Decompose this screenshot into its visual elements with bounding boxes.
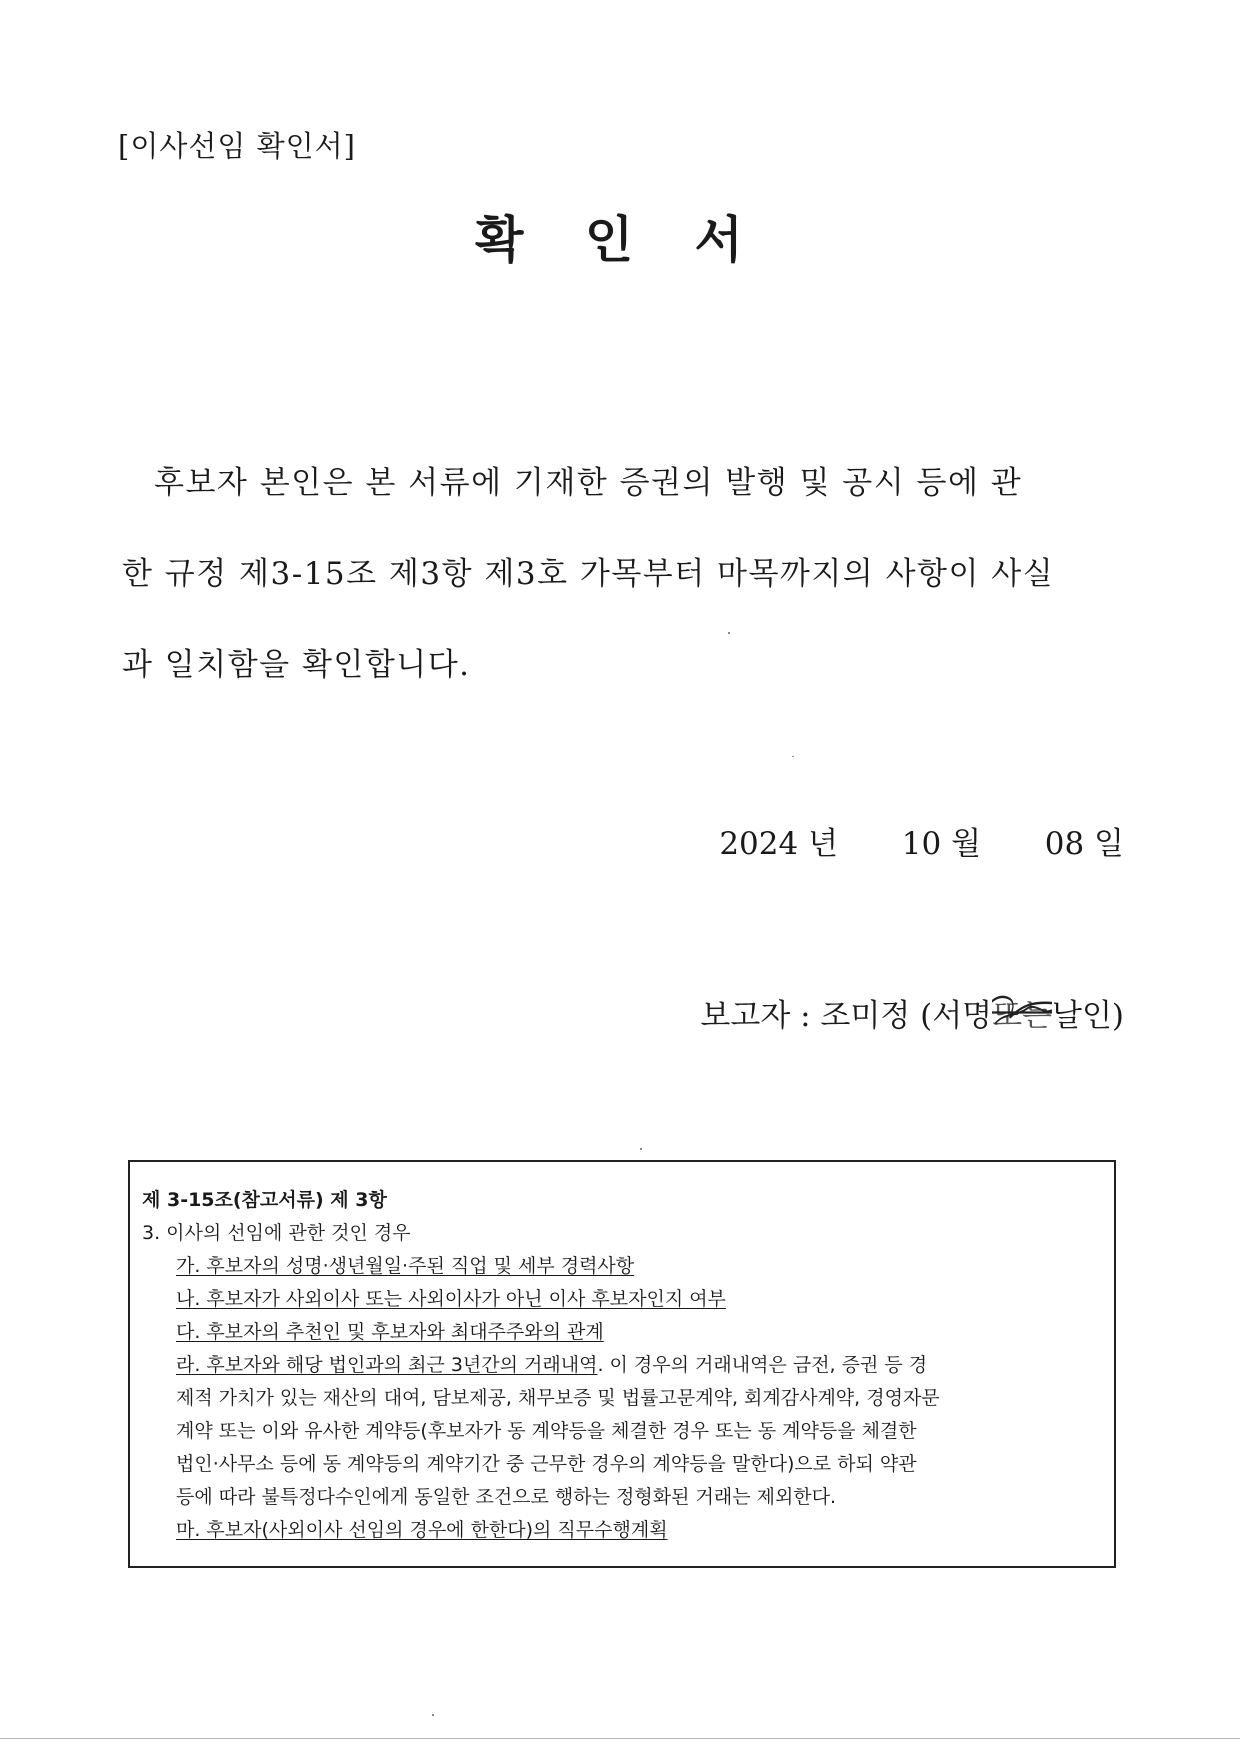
statement-line-2: 한 규정 제3-15조 제3항 제3호 가목부터 마목까지의 사항이 사실 xyxy=(122,556,1055,592)
reference-item-ma: 마. 후보자(사외이사 선임의 경우에 한한다)의 직무수행계획 xyxy=(176,1519,668,1541)
signature-line xyxy=(700,990,1124,1035)
reference-item-ra-rest: . 이 경우의 거래내역은 금전, 증권 등 경 xyxy=(597,1354,928,1376)
date-month-unit: 월 xyxy=(951,826,982,862)
document-label: [이사선임 확인서] xyxy=(118,129,356,163)
date-line xyxy=(719,818,1124,863)
date-day-unit: 일 xyxy=(1094,826,1124,862)
date-year-unit: 년 xyxy=(808,826,839,862)
signature-suffix: 날인) xyxy=(1052,998,1124,1034)
statement-line-1: 후보자 본인은 본 서류에 기재한 증권의 발행 및 공시 등에 관 xyxy=(154,465,1023,501)
scan-speck xyxy=(792,756,794,757)
reference-item-ra-cont-2: 계약 또는 이와 유사한 계약등(후보자가 동 계약등을 체결한 경우 또는 동 계약등을 체결한 xyxy=(176,1420,917,1442)
scan-speck xyxy=(728,632,730,634)
reference-item-da: 다. 후보자의 추천인 및 후보자와 최대주주와의 관계 xyxy=(176,1321,604,1343)
reference-box xyxy=(128,1160,1116,1568)
reference-heading: 제 3-15조(참고서류) 제 3항 xyxy=(142,1189,387,1211)
document-title: 확 인 서 xyxy=(475,211,765,269)
date-year: 2024 xyxy=(719,826,799,862)
date-day: 08 xyxy=(1044,826,1085,862)
scan-speck xyxy=(640,1148,642,1150)
reference-item-ra-cont-3: 법인·사무소 등에 동 계약등의 계약기간 중 근무한 경우의 계약등을 말한다)으로 하되 약관 xyxy=(176,1453,917,1475)
confirmation-statement xyxy=(122,438,1122,711)
reference-item-3: 3. 이사의 선임에 관한 것인 경우 xyxy=(142,1222,411,1244)
statement-line-3: 과 일치함을 확인합니다. xyxy=(122,647,471,683)
handwritten-signature xyxy=(992,990,1052,1035)
scan-speck xyxy=(432,1714,434,1716)
reference-item-na: 나. 후보자가 사외이사 또는 사외이사가 아닌 이사 후보자인지 여부 xyxy=(176,1288,726,1310)
signature-prefix: 보고자 : 조미정 (서명 xyxy=(700,998,993,1034)
reference-item-ga: 가. 후보자의 성명·생년월일·주된 직업 및 세부 경력사항 xyxy=(176,1255,635,1277)
signature-struck-text: 또는 xyxy=(992,998,1052,1034)
reference-item-ra-cont-4: 등에 따라 불특정다수인에게 동일한 조건으로 행하는 정형화된 거래는 제외한다. xyxy=(176,1486,837,1508)
reference-item-ra-cont-1: 제적 가치가 있는 재산의 대여, 담보제공, 채무보증 및 법률고문계약, 회계감사계약, 경영자문 xyxy=(176,1387,940,1409)
reference-item-ra: 라. 후보자와 해당 법인과의 최근 3년간의 거래내역 xyxy=(176,1354,598,1376)
date-month: 10 xyxy=(901,826,942,862)
scan-edge-line xyxy=(0,1738,1240,1739)
